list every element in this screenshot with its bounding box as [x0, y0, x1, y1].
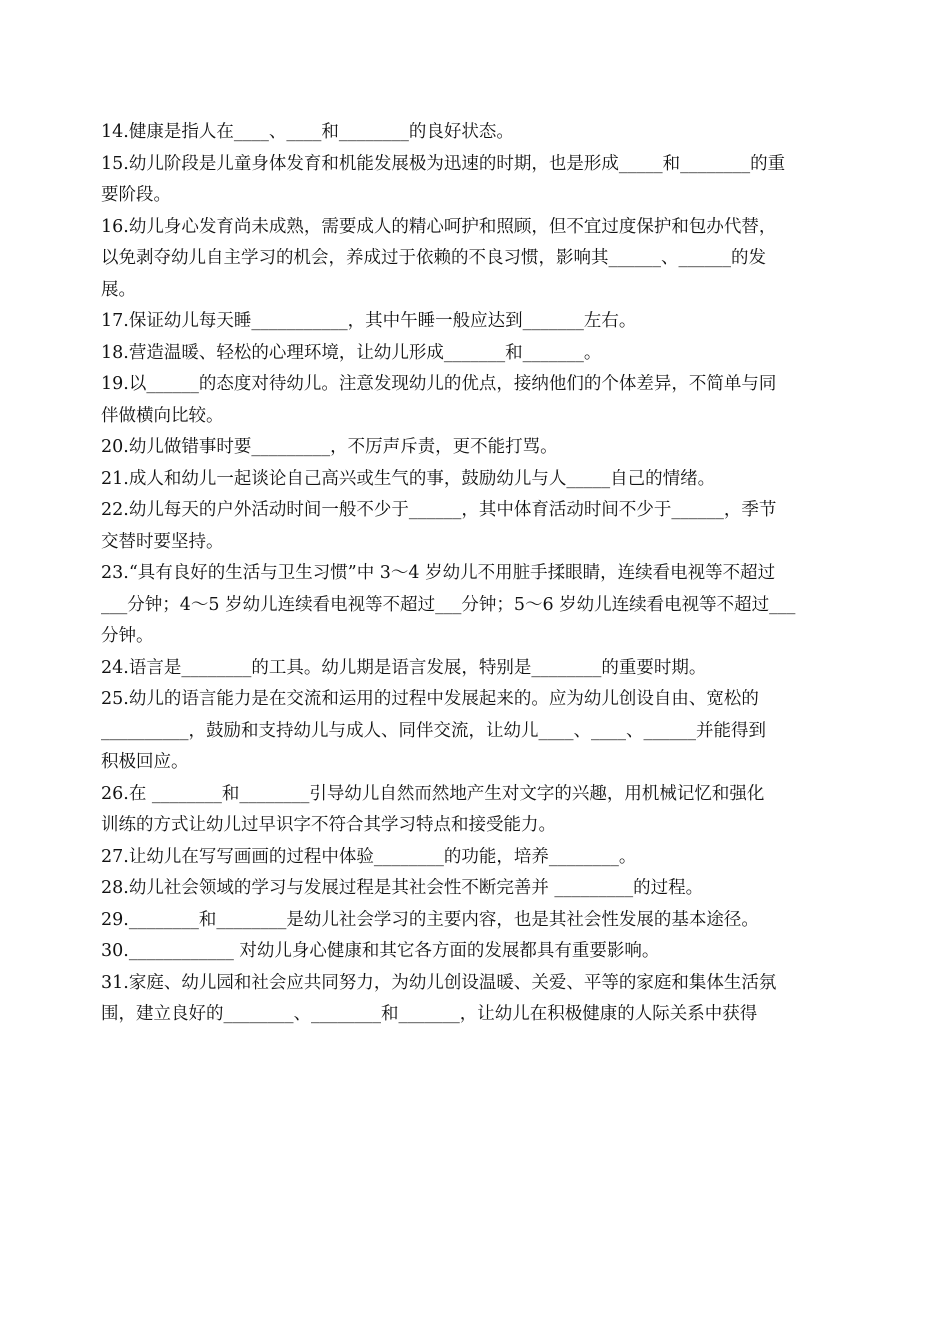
text-line: 28.幼儿社会领域的学习与发展过程是其社会性不断完善并 _________的过程。 [101, 878, 704, 898]
text-line: 14.健康是指人在____、____和________的良好状态。 [101, 122, 514, 142]
text-line: 训练的方式让幼儿过早识字不符合其学习特点和接受能力。 [101, 815, 556, 835]
text-line: 展。 [101, 279, 136, 300]
text-line: 24.语言是________的工具。幼儿期是语言发展，特别是________的重要时期。 [101, 657, 707, 678]
text-line: 21.成人和幼儿一起谈论自己高兴或生气的事，鼓励幼儿与人_____自己的情绪。 [101, 468, 716, 489]
text-line: 31.家庭、幼儿园和社会应共同努力，为幼儿创设温暖、关爱、平等的家庭和集体生活氛 [101, 972, 777, 993]
text-line: 23.“具有良好的生活与卫生习惯”中 3～4 岁幼儿不用脏手揉眼睛，连续看电视等不超过 [101, 563, 776, 583]
text-line: 25.幼儿的语言能力是在交流和运用的过程中发展起来的。应为幼儿创设自由、宽松的 [101, 689, 759, 709]
text-line: 29.________和________是幼儿社会学习的主要内容，也是其社会性发展的基本途径。 [101, 909, 759, 930]
text-line: 18.营造温暖、轻松的心理环境，让幼儿形成_______和_______。 [101, 342, 602, 363]
text-line: 19.以______的态度对待幼儿。注意发现幼儿的优点，接纳他们的个体差异，不简单与同 [101, 374, 777, 394]
text-line: 30.____________ 对幼儿身心健康和其它各方面的发展都具有重要影响。 [101, 941, 660, 961]
text-line: 26.在 ________和________引导幼儿自然而然地产生对文字的兴趣，用机械记忆和强化 [101, 783, 765, 804]
text-line: 分钟。 [101, 626, 154, 646]
text-line: 要阶段。 [101, 185, 171, 205]
text-line: 积极回应。 [101, 752, 189, 772]
text-line: 交替时要坚持。 [101, 531, 224, 552]
text-line: 16.幼儿身心发育尚未成熟，需要成人的精心呵护和照顾，但不宜过度保护和包办代替， [101, 216, 777, 237]
text-line: 20.幼儿做错事时要_________，不厉声斥责，更不能打骂。 [101, 437, 558, 457]
text-line: 22.幼儿每天的户外活动时间一般不少于______，其中体育活动时间不少于______，季节 [101, 500, 777, 520]
text-line: 围，建立良好的________、________和_______，让幼儿在积极健康的人际关系中获得 [101, 1004, 758, 1024]
text-line: 伴做横向比较。 [101, 405, 224, 426]
text-line: __________，鼓励和支持幼儿与成人、同伴交流，让幼儿____、____、______并能得到 [101, 720, 766, 741]
document-page [101, 117, 839, 1031]
text-line: ___分钟；4～5 岁幼儿连续看电视等不超过___分钟；5～6 岁幼儿连续看电视等不超过___ [101, 594, 796, 615]
text-line: 15.幼儿阶段是儿童身体发育和机能发展极为迅速的时期，也是形成_____和________的重 [101, 153, 786, 174]
text-line: 以免剥夺幼儿自主学习的机会，养成过于依赖的不良习惯，影响其______、______的发 [101, 248, 766, 268]
text-line: 17.保证幼儿每天睡___________，其中午睡一般应达到_______左右。 [101, 311, 637, 331]
text-line: 27.让幼儿在写写画画的过程中体验________的功能，培养________。 [101, 846, 637, 867]
